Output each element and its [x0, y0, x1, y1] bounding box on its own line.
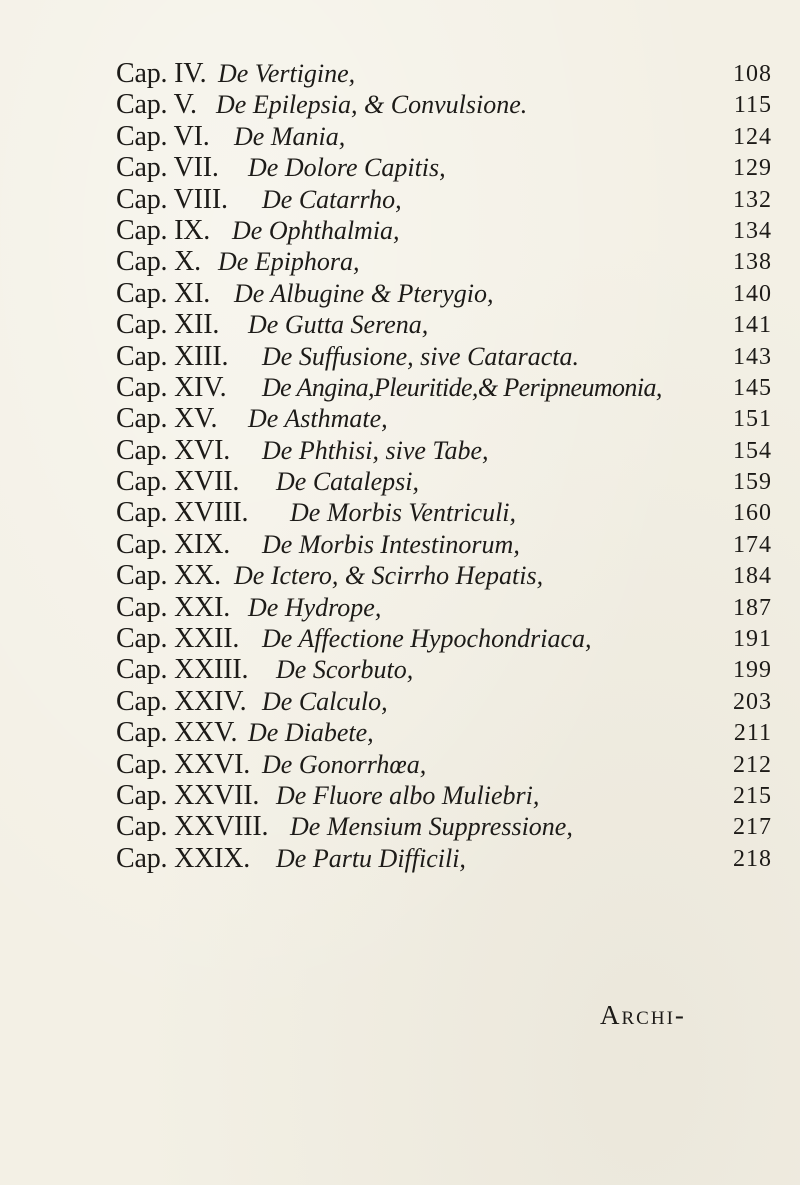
toc-entry	[116, 780, 772, 811]
page-number: 108	[733, 61, 772, 87]
toc-entry	[116, 623, 772, 654]
catchword: Archi-	[600, 1000, 686, 1030]
toc-entry	[116, 497, 772, 528]
page-number: 140	[733, 280, 772, 307]
chapter-number: Cap. XXVI.	[116, 748, 251, 780]
page-number: 134	[733, 217, 772, 244]
page-number: 132	[733, 186, 772, 213]
page-number: 159	[733, 469, 772, 496]
chapter-number: Cap. XIX.	[116, 528, 231, 560]
page-number: 203	[733, 688, 772, 715]
page-number: 215	[733, 782, 772, 809]
page-number: 187	[733, 594, 772, 621]
chapter-title: De Morbis Intestinorum,	[262, 529, 520, 559]
page-number: 145	[733, 374, 772, 401]
chapter-title: De Mania,	[234, 121, 346, 151]
toc-entry	[116, 560, 772, 591]
page-number: 154	[733, 437, 772, 464]
chapter-title: De Phthisi, sive Tabe,	[262, 435, 489, 465]
toc-entry	[116, 341, 772, 372]
chapter-number: Cap. XVII.	[116, 466, 240, 498]
chapter-title: De Ictero, & Scirrho Hepatis,	[234, 561, 544, 591]
chapter-number: Cap. XXVIII.	[116, 811, 269, 843]
toc-entry	[116, 811, 772, 842]
chapter-number: Cap. IV.	[116, 58, 207, 89]
chapter-title: De Epiphora,	[218, 247, 360, 277]
chapter-number: Cap. VI.	[116, 120, 210, 152]
chapter-title: De Asthmate,	[248, 404, 388, 434]
chapter-number: Cap. XXII.	[116, 623, 240, 655]
page-number: 143	[733, 343, 772, 370]
chapter-number: Cap. XVIII.	[116, 497, 249, 529]
toc-entry	[116, 58, 772, 89]
page-number: 211	[733, 720, 772, 747]
chapter-title: De Gutta Serena,	[248, 310, 429, 340]
chapter-title: De Mensium Suppressione,	[290, 812, 573, 842]
chapter-number: Cap. XXI.	[116, 591, 231, 623]
chapter-title: De Morbis Ventriculi,	[290, 498, 517, 528]
chapter-number: Cap. XXIX.	[116, 842, 251, 874]
page-number: 184	[733, 563, 772, 590]
chapter-title: De Suffusione, sive Cataracta.	[262, 341, 580, 371]
toc-entry	[116, 529, 772, 560]
chapter-number: Cap. VII.	[116, 152, 219, 184]
toc-entry	[116, 89, 772, 120]
chapter-title: De Angina,Pleuritide,& Peripneumonia,	[262, 372, 662, 402]
chapter-number: Cap. XIII.	[116, 340, 229, 372]
page-number: 217	[733, 814, 772, 841]
toc-entry	[116, 435, 772, 466]
toc-entry	[116, 686, 772, 717]
page-number: 151	[733, 406, 772, 433]
chapter-number: Cap. XXIV.	[116, 685, 247, 717]
chapter-title: De Diabete,	[248, 718, 374, 748]
toc-entry	[116, 749, 772, 780]
page-number: 199	[733, 657, 772, 684]
toc-entry	[116, 152, 772, 183]
chapter-title: De Catarrho,	[262, 184, 402, 214]
chapter-number: Cap. IX.	[116, 214, 211, 246]
chapter-number: Cap. XXV.	[116, 717, 238, 749]
chapter-number: Cap. XXIII.	[116, 654, 249, 686]
chapter-title: De Scorbuto,	[276, 655, 414, 685]
page-number: 115	[733, 92, 772, 119]
toc-entry	[116, 403, 772, 434]
chapter-number: Cap. XVI.	[116, 434, 231, 466]
chapter-title: De Albugine & Pterygio,	[234, 278, 494, 308]
chapter-title: De Epilepsia, & Convulsione.	[216, 90, 528, 120]
chapter-title: De Dolore Capitis,	[248, 153, 446, 183]
page-number: 124	[733, 123, 772, 150]
chapter-title: De Vertigine,	[218, 59, 356, 88]
toc-entry	[116, 372, 772, 403]
toc-entry	[116, 278, 772, 309]
chapter-number: Cap. VIII.	[116, 183, 228, 215]
toc-entry	[116, 466, 772, 497]
chapter-number: Cap. X.	[116, 246, 201, 278]
chapter-number: Cap. XI.	[116, 277, 211, 309]
toc-entry	[116, 121, 772, 152]
chapter-title: De Gonorrhœa,	[262, 749, 427, 779]
page-number: 218	[733, 845, 772, 872]
page-number: 174	[733, 531, 772, 558]
page-number: 191	[733, 626, 772, 653]
chapter-title: De Catalepsi,	[276, 467, 419, 497]
toc-entry	[116, 309, 772, 340]
page-number: 160	[733, 500, 772, 527]
page-number: 212	[733, 751, 772, 778]
chapter-title: De Affectione Hypochondriaca,	[262, 624, 592, 654]
toc-entry	[116, 592, 772, 623]
chapter-number: Cap. XX.	[116, 560, 221, 592]
page-number: 138	[733, 249, 772, 276]
toc-entry	[116, 654, 772, 685]
toc-entry	[116, 215, 772, 246]
page-number: 141	[733, 312, 772, 339]
toc-entry	[116, 246, 772, 277]
table-of-contents	[116, 58, 772, 874]
chapter-title: De Hydrope,	[248, 592, 382, 622]
chapter-title: De Fluore albo Muliebri,	[276, 780, 540, 810]
toc-entry	[116, 717, 772, 748]
chapter-number: Cap. XV.	[116, 403, 218, 435]
toc-entry	[116, 843, 772, 874]
page-number: 129	[733, 155, 772, 182]
chapter-number: Cap. XIV.	[116, 371, 227, 403]
chapter-number: Cap. XXVII.	[116, 779, 260, 811]
toc-entry	[116, 184, 772, 215]
chapter-number: Cap. V.	[116, 89, 197, 121]
chapter-title: De Ophthalmia,	[232, 215, 400, 245]
chapter-title: De Partu Difficili,	[276, 843, 466, 873]
chapter-title: De Calculo,	[262, 686, 388, 716]
chapter-number: Cap. XII.	[116, 309, 220, 341]
